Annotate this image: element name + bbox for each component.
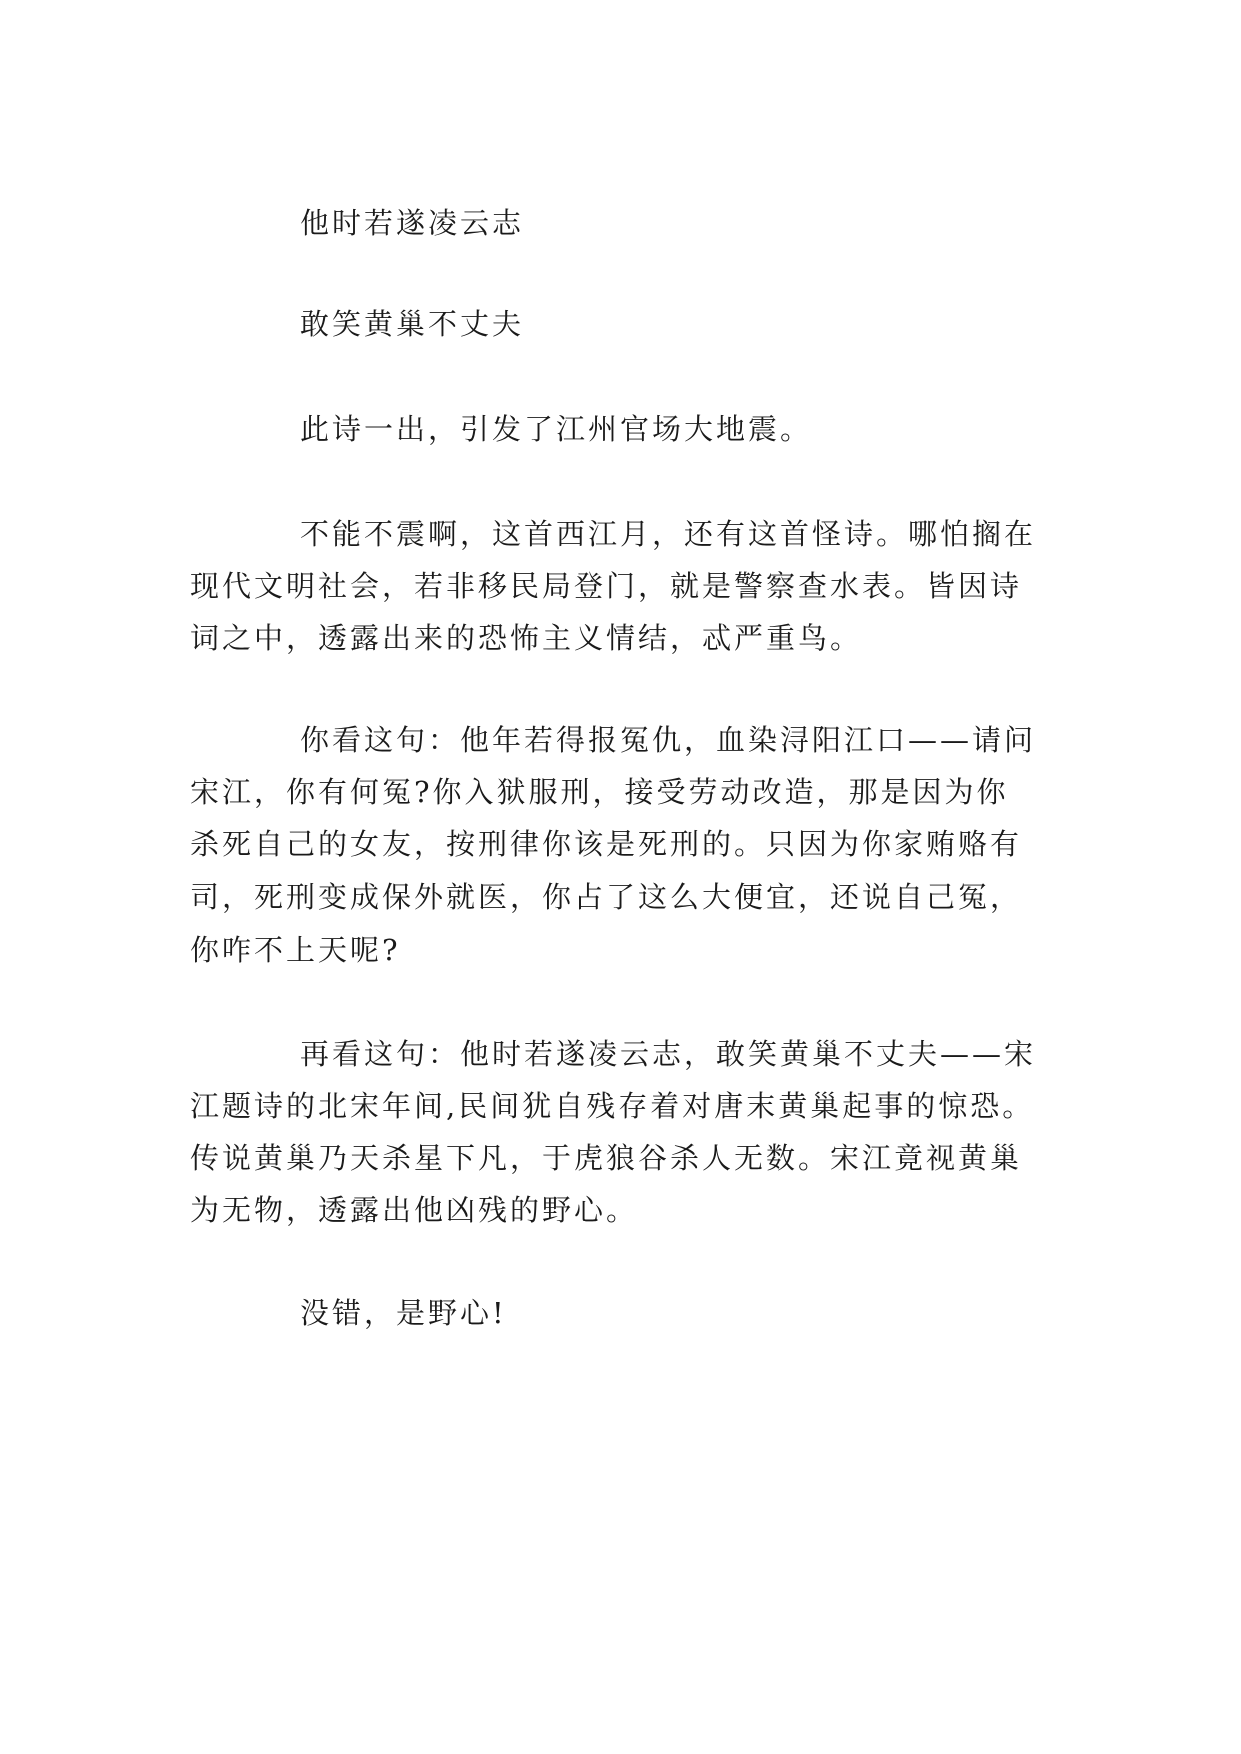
paragraph-3-line-3: 杀死自己的女友，按刑律你该是死刑的。只因为你家贿赂有: [190, 827, 1023, 861]
poem-line-2: 敢笑黄巢不丈夫: [300, 307, 525, 341]
paragraph-4-line-3: 传说黄巢乃天杀星下凡，于虎狼谷杀人无数。宋江竟视黄巢: [190, 1141, 1023, 1175]
paragraph-3-line-4: 司，死刑变成保外就医，你占了这么大便宜，还说自己冤，: [190, 880, 1023, 914]
paragraph-4-line-2: 江题诗的北宋年间,民间犹自残存着对唐末黄巢起事的惊恐。: [190, 1089, 1035, 1123]
poem-line-1: 他时若遂凌云志: [300, 206, 525, 240]
paragraph-2-line-2: 现代文明社会，若非移民局登门，就是警察查水表。皆因诗: [190, 569, 1023, 603]
paragraph-5-line-1: 没错，是野心!: [300, 1296, 507, 1330]
paragraph-2-line-3: 词之中，透露出来的恐怖主义情结，忒严重鸟。: [190, 621, 863, 655]
paragraph-1-line-1: 此诗一出，引发了江州官场大地震。: [300, 412, 813, 446]
paragraph-3-line-1: 你看这句：他年若得报冤仇，血染浔阳江口——请问: [300, 723, 1037, 757]
paragraph-2-line-1: 不能不震啊，这首西江月，还有这首怪诗。哪怕搁在: [300, 517, 1037, 551]
paragraph-3-line-5: 你咋不上天呢?: [190, 933, 401, 967]
paragraph-4-line-1: 再看这句：他时若遂凌云志，敢笑黄巢不丈夫——宋: [300, 1037, 1037, 1071]
paragraph-4-line-4: 为无物，透露出他凶残的野心。: [190, 1193, 639, 1227]
paragraph-3-line-2: 宋江，你有何冤?你入狱服刑，接受劳动改造，那是因为你: [190, 775, 1009, 809]
